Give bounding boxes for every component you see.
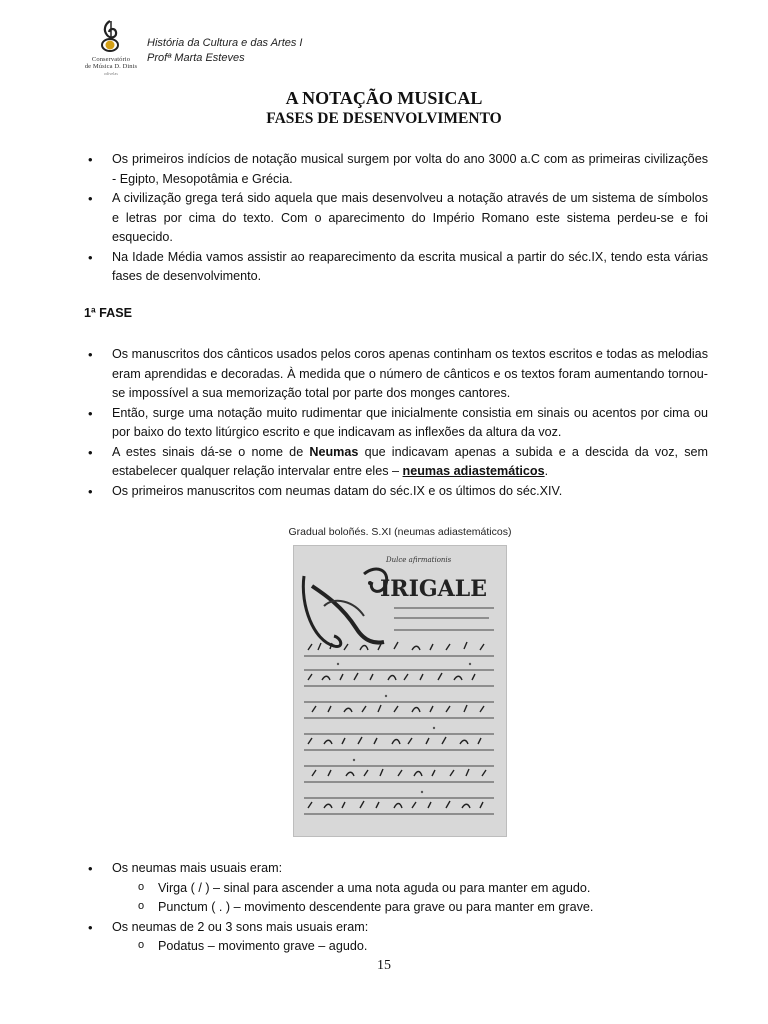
logo-text-line: odivelas	[103, 71, 119, 76]
page-subtitle: FASES DE DESENVOLVIMENTO	[266, 110, 502, 127]
list-item: • Então, surge uma notação muito rudimentar que inicialmente consistia em sinais ou acentos por cima ou por baixo do texto litúrgico escrito e que indicavam as inflexões da altura da voz.	[84, 404, 708, 443]
manuscript-title-text: IRIGALE	[380, 576, 487, 602]
conservatory-logo	[74, 18, 148, 86]
teacher-name: Profª Marta Esteves	[147, 52, 245, 64]
list-item: • Na Idade Média vamos assistir ao reaparecimento da escrita musical a partir do séc.IX, tendo esta várias fases de desenvolvimento.	[84, 248, 708, 287]
sub-list-item: o Virga ( / ) – sinal para ascender a uma nota aguda ou para manter em agudo.	[112, 879, 708, 899]
page-number: 15	[377, 958, 391, 973]
neumes-list	[84, 859, 708, 957]
logo-text	[74, 56, 148, 77]
treble-swirl-icon	[74, 18, 148, 58]
manuscript-header-text: Dulce afirmationis	[386, 556, 452, 564]
neumes-section	[84, 859, 708, 957]
list-item: • Os manuscritos dos cânticos usados pelos coros apenas continham os textos escritos e todas as melodias eram aprendidas e decoradas. À medida que o número de cânticos e os textos foram aumentando tornou-se impossível a sua memorização total por parte dos monges cantores.	[84, 345, 708, 404]
list-item: • Os primeiros manuscritos com neumas datam do séc.IX e os últimos do séc.XIV.	[84, 482, 708, 502]
phase-list	[84, 345, 708, 501]
text-run: A estes sinais dá-se o nome de	[112, 444, 310, 459]
list-item: • Os primeiros indícios de notação musical surgem por volta do ano 3000 a.C com as primeiras civilizações - Egipto, Mesopotâmia e Grécia.	[84, 150, 708, 189]
list-item	[84, 443, 708, 482]
figure-caption: Gradual boloñés. S.XI (neumas adiastemáticos)	[288, 526, 512, 538]
list-item	[84, 918, 708, 957]
manuscript-figure	[84, 525, 708, 837]
course-info	[147, 36, 303, 66]
logo-text-line: de Música D. Dinis	[84, 63, 138, 70]
course-name: História da Cultura e das Artes I	[147, 37, 303, 49]
page-title: A NOTAÇÃO MUSICAL	[285, 88, 483, 108]
logo-text-line: Conservatório	[91, 56, 131, 63]
list-item	[84, 859, 708, 918]
text-run: .	[544, 464, 549, 478]
list-item-text: Os neumas de 2 ou 3 sons mais usuais eram:	[112, 919, 369, 934]
document-title	[0, 87, 768, 129]
list-item: • A civilização grega terá sido aquela que mais desenvolveu a notação através de um sistema de símbolos e letras por cima do texto. Com o aparecimento do Império Romano este sistema perdeu-se e foi esquecido.	[84, 189, 708, 248]
sub-list-item: o Punctum ( . ) – movimento descendente para grave ou para manter em grave.	[112, 898, 708, 918]
page-header	[74, 18, 714, 88]
document-body	[84, 150, 708, 957]
list-item-text: Os neumas mais usuais eram:	[112, 861, 283, 875]
intro-list	[84, 150, 708, 287]
manuscript-image	[293, 545, 507, 837]
sub-list	[112, 937, 708, 957]
adiastematic-term: neumas adiastemáticos	[402, 464, 545, 478]
neumas-term: Neumas	[309, 444, 359, 459]
sub-list	[112, 879, 708, 918]
sub-list-item: o Podatus – movimento grave – agudo.	[112, 937, 708, 957]
text-run: que indicavam apenas a subida e a descida da voz, sem estabelecer qualquer relação intervalar entre eles –	[112, 444, 708, 478]
section-heading: 1ª FASE	[84, 305, 133, 320]
